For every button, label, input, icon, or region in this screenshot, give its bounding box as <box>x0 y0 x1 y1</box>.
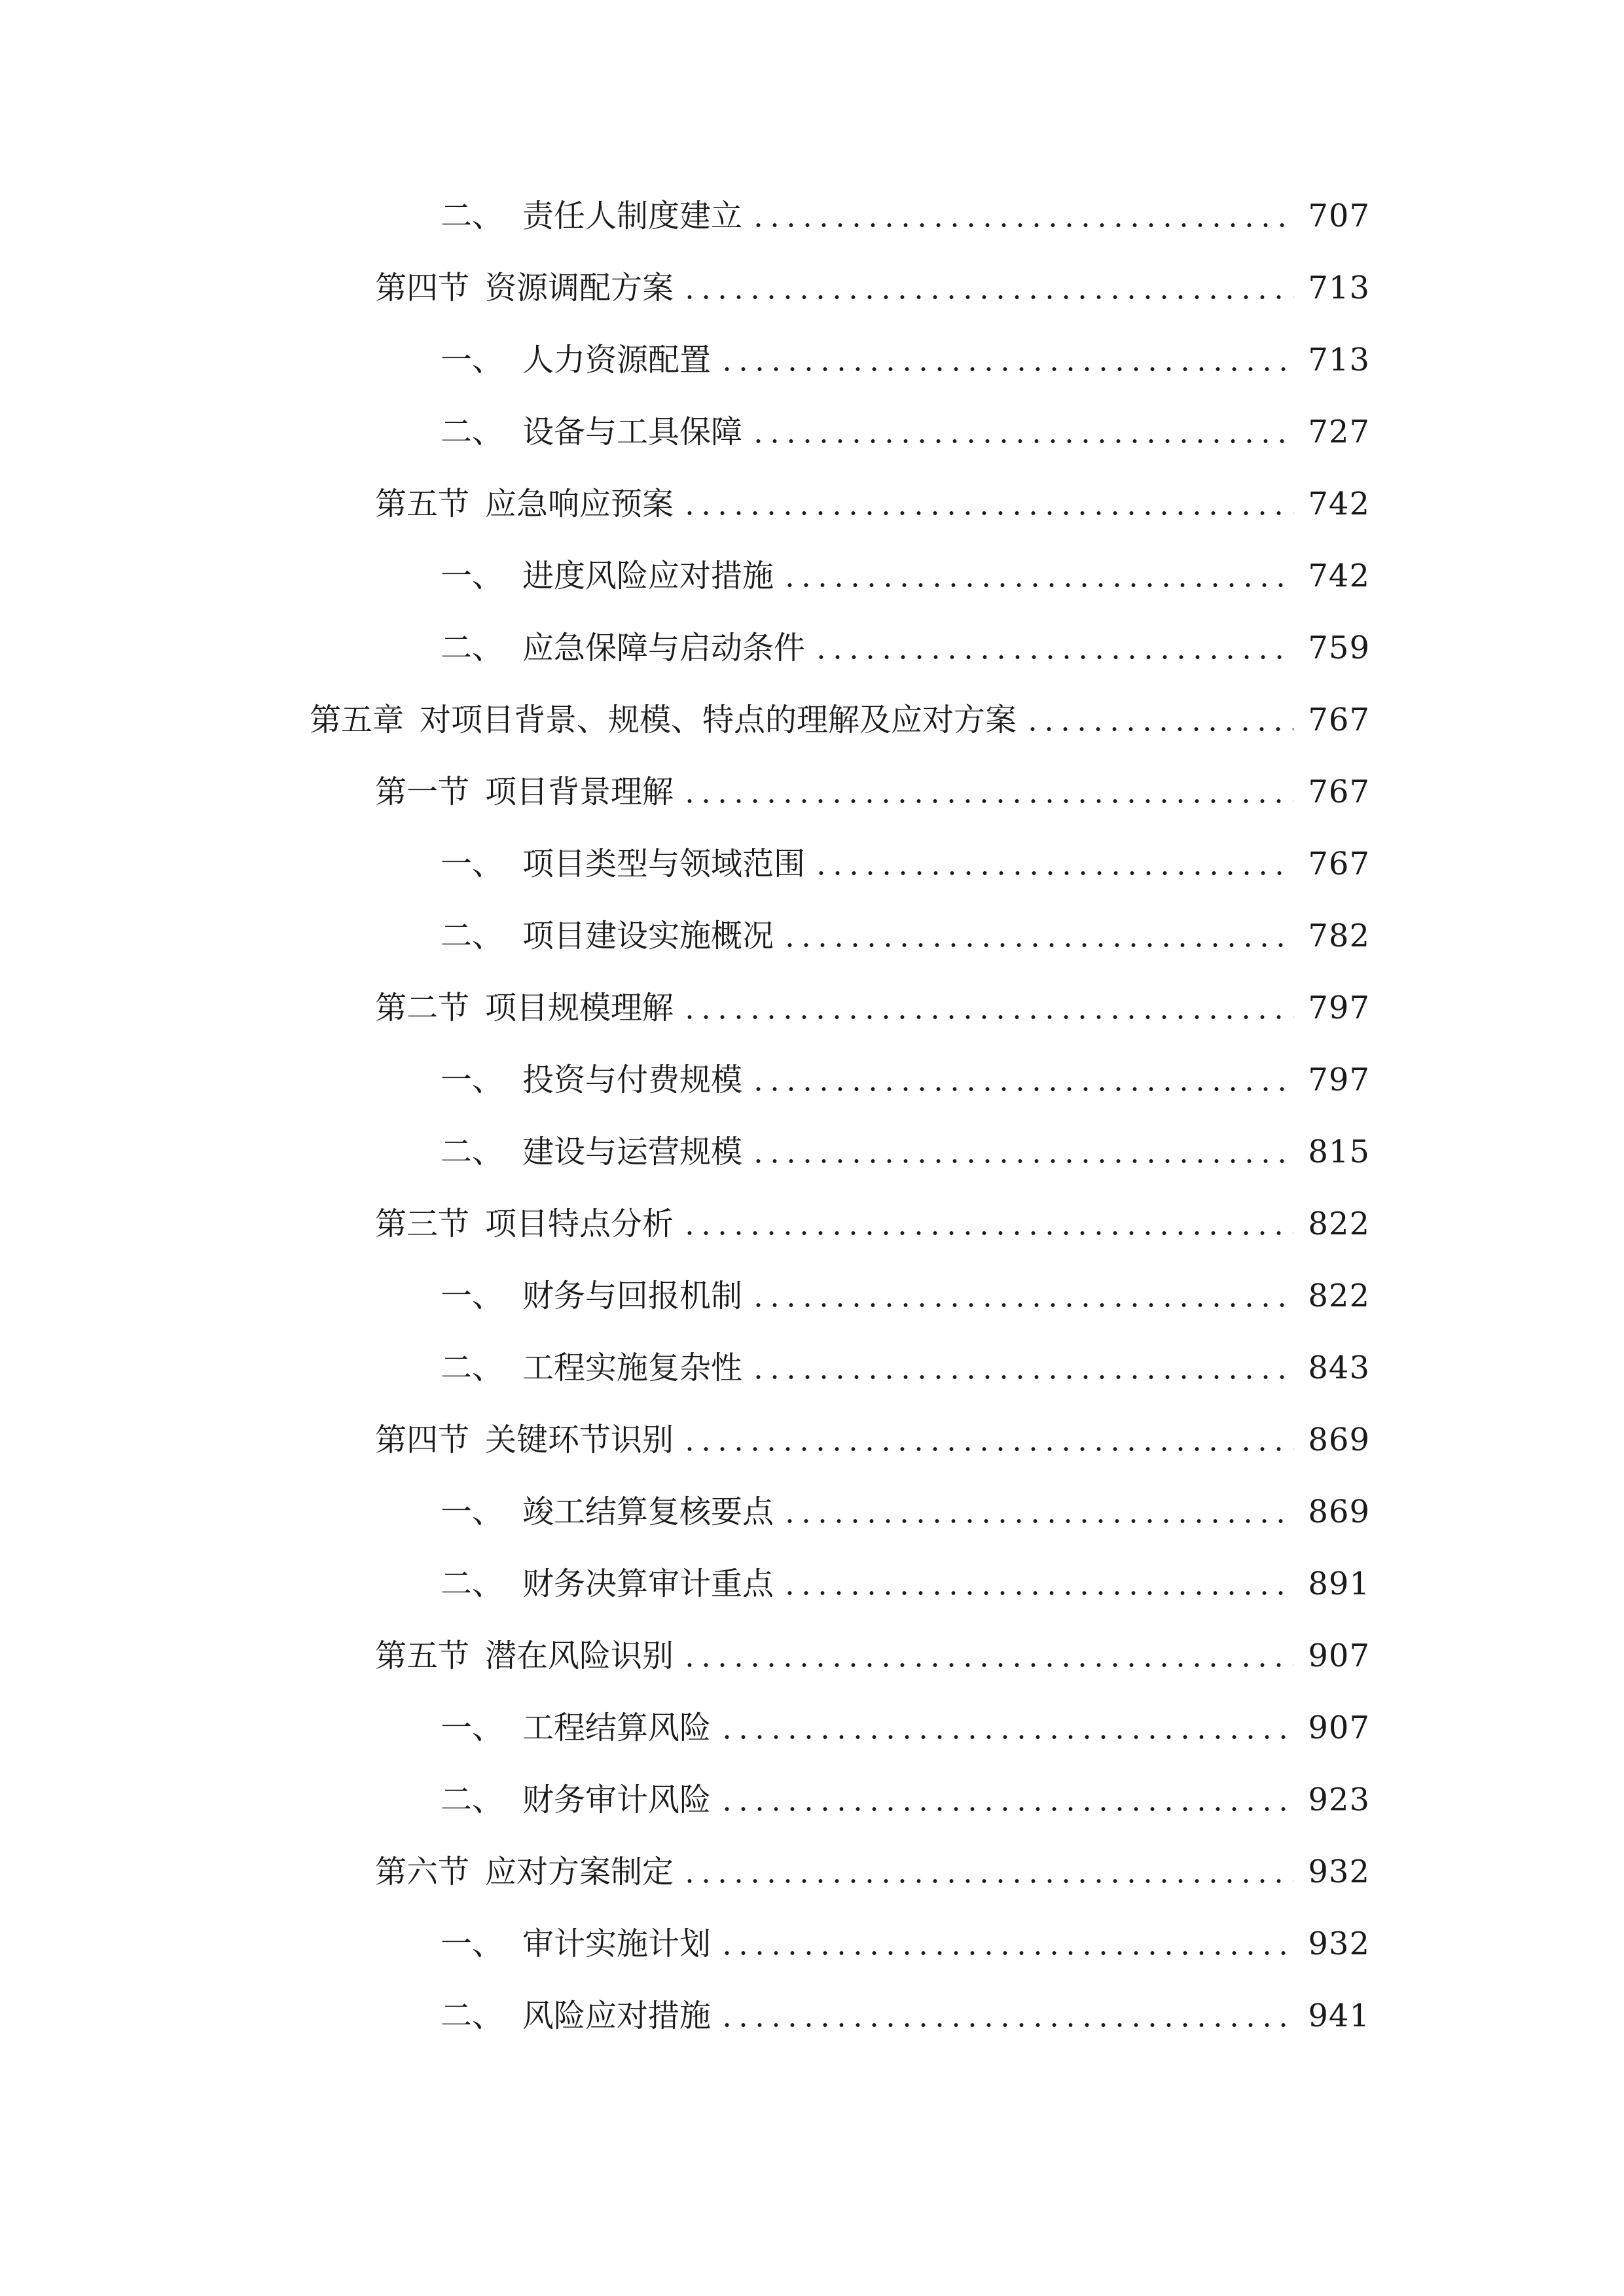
toc-entry[interactable] <box>310 694 1370 746</box>
dot-leader <box>681 295 1293 299</box>
toc-entry[interactable] <box>441 1342 1370 1394</box>
toc-entry-page-number: 767 <box>1308 846 1370 882</box>
toc-entry-title: 工程结算风险 <box>522 1710 712 1746</box>
toc-entry-page-number: 742 <box>1308 558 1370 594</box>
toc-entry-number: 二、 <box>441 1566 504 1602</box>
toc-entry-number: 二、 <box>441 1782 504 1818</box>
toc-entry-title: 项目特点分析 <box>485 1206 674 1242</box>
toc-entry[interactable] <box>441 550 1370 602</box>
toc-entry[interactable] <box>441 1270 1370 1322</box>
dot-leader <box>813 871 1293 875</box>
toc-entry[interactable] <box>441 1558 1370 1610</box>
toc-entry-title: 责任人制度建立 <box>522 198 743 234</box>
toc-entry-title: 应对方案制定 <box>485 1854 674 1890</box>
dot-leader <box>719 367 1293 371</box>
dot-leader <box>782 1591 1293 1595</box>
toc-entry-page-number: 713 <box>1308 270 1370 306</box>
toc-entry[interactable] <box>375 1630 1370 1682</box>
toc-entry-number: 二、 <box>441 1998 504 2034</box>
toc-entry-number: 一、 <box>441 342 504 378</box>
toc-entry[interactable] <box>441 838 1370 890</box>
toc-entry-page-number: 822 <box>1308 1206 1370 1242</box>
toc-entry[interactable] <box>441 1702 1370 1754</box>
dot-leader <box>681 799 1293 803</box>
toc-entry[interactable] <box>441 1918 1370 1970</box>
toc-entry[interactable] <box>441 1990 1370 2042</box>
toc-entry-number: 第四节 <box>375 1422 470 1458</box>
toc-entry-title: 关键环节识别 <box>485 1422 674 1458</box>
toc-entry-page-number: 932 <box>1308 1926 1370 1962</box>
toc-entry-number: 二、 <box>441 1350 504 1386</box>
toc-entry[interactable] <box>441 1774 1370 1826</box>
toc-entry[interactable] <box>441 1486 1370 1538</box>
toc-entry-number: 第三节 <box>375 1206 470 1242</box>
toc-entry-title: 财务决算审计重点 <box>522 1566 774 1602</box>
dot-leader <box>750 1375 1293 1379</box>
toc-entry-number: 二、 <box>441 1134 504 1170</box>
toc-entry-page-number: 713 <box>1308 342 1370 378</box>
toc-entry-number: 二、 <box>441 414 504 450</box>
toc-entry-title: 投资与付费规模 <box>522 1062 743 1098</box>
toc-entry-title: 资源调配方案 <box>485 270 674 306</box>
dot-leader <box>681 1231 1293 1235</box>
toc-entry-title: 应急保障与启动条件 <box>522 630 806 666</box>
toc-entry-page-number: 767 <box>1308 702 1370 738</box>
dot-leader <box>681 1879 1293 1883</box>
dot-leader <box>719 1807 1293 1811</box>
dot-leader <box>750 439 1293 443</box>
toc-entry-number: 第一节 <box>375 774 470 810</box>
dot-leader <box>750 223 1293 227</box>
toc-entry-number: 第六节 <box>375 1854 470 1890</box>
toc-entry[interactable] <box>375 262 1370 314</box>
dot-leader <box>681 1663 1293 1667</box>
toc-entry-title: 工程实施复杂性 <box>522 1350 743 1386</box>
toc-entry-page-number: 941 <box>1308 1998 1370 2034</box>
toc-entry[interactable] <box>441 406 1370 458</box>
toc-entry-title: 风险应对措施 <box>522 1998 712 2034</box>
toc-entry-page-number: 891 <box>1308 1566 1370 1602</box>
toc-entry-title: 建设与运营规模 <box>522 1134 743 1170</box>
dot-leader <box>1024 727 1293 731</box>
toc-entry[interactable] <box>375 1846 1370 1898</box>
dot-leader <box>681 1015 1293 1019</box>
dot-leader <box>782 1519 1293 1523</box>
toc-entry[interactable] <box>375 1414 1370 1466</box>
toc-entry-title: 审计实施计划 <box>522 1926 712 1962</box>
toc-entry-page-number: 932 <box>1308 1854 1370 1890</box>
dot-leader <box>750 1159 1293 1163</box>
toc-entry-page-number: 767 <box>1308 774 1370 810</box>
toc-entry-number: 第五章 <box>310 702 405 738</box>
toc-entry[interactable] <box>375 478 1370 530</box>
toc-entry-page-number: 782 <box>1308 918 1370 954</box>
dot-leader <box>782 943 1293 947</box>
toc-entry-number: 一、 <box>441 1710 504 1746</box>
toc-entry[interactable] <box>375 766 1370 818</box>
toc-entry[interactable] <box>441 622 1370 674</box>
toc-entry-number: 第四节 <box>375 270 470 306</box>
toc-entry-title: 潜在风险识别 <box>485 1638 674 1674</box>
dot-leader <box>681 511 1293 515</box>
toc-entry-number: 第二节 <box>375 990 470 1026</box>
toc-entry-page-number: 742 <box>1308 486 1370 522</box>
dot-leader <box>782 583 1293 587</box>
toc-entry-page-number: 907 <box>1308 1710 1370 1746</box>
toc-entry-number: 一、 <box>441 846 504 882</box>
dot-leader <box>719 1735 1293 1739</box>
toc-entry-page-number: 759 <box>1308 630 1370 666</box>
toc-entry-number: 一、 <box>441 1062 504 1098</box>
toc-entry-title: 进度风险应对措施 <box>522 558 774 594</box>
toc-entry-page-number: 923 <box>1308 1782 1370 1818</box>
toc-entry-title: 项目背景理解 <box>485 774 674 810</box>
dot-leader <box>719 1951 1293 1955</box>
dot-leader <box>750 1087 1293 1091</box>
toc-entry-page-number: 907 <box>1308 1638 1370 1674</box>
toc-entry-number: 一、 <box>441 1494 504 1530</box>
toc-entry-page-number: 869 <box>1308 1494 1370 1530</box>
toc-entry-number: 第五节 <box>375 1638 470 1674</box>
toc-entry-title: 财务审计风险 <box>522 1782 712 1818</box>
toc-entry[interactable] <box>375 982 1370 1034</box>
toc-entry-page-number: 815 <box>1308 1134 1370 1170</box>
dot-leader <box>750 1303 1293 1307</box>
toc-entry[interactable] <box>441 334 1370 386</box>
toc-entry-page-number: 869 <box>1308 1422 1370 1458</box>
toc-entry-number: 一、 <box>441 1926 504 1962</box>
toc-entry-title: 项目类型与领域范围 <box>522 846 806 882</box>
toc-entry-number: 一、 <box>441 1278 504 1314</box>
dot-leader <box>813 655 1293 659</box>
toc-entry-number: 二、 <box>441 630 504 666</box>
toc-entry-page-number: 822 <box>1308 1278 1370 1314</box>
toc-entry-number: 二、 <box>441 918 504 954</box>
toc-entry-title: 人力资源配置 <box>522 342 712 378</box>
toc-entry[interactable] <box>441 190 1370 242</box>
toc-entry-page-number: 707 <box>1308 198 1370 234</box>
toc-entry-title: 设备与工具保障 <box>522 414 743 450</box>
toc-entry-page-number: 843 <box>1308 1350 1370 1386</box>
toc-entry-number: 一、 <box>441 558 504 594</box>
toc-entry-number: 第五节 <box>375 486 470 522</box>
toc-entry[interactable] <box>375 1198 1370 1250</box>
toc-entry-title: 应急响应预案 <box>485 486 674 522</box>
dot-leader <box>719 2023 1293 2027</box>
toc-entry-title: 项目规模理解 <box>485 990 674 1026</box>
toc-entry-title: 财务与回报机制 <box>522 1278 743 1314</box>
toc-entry-page-number: 797 <box>1308 990 1370 1026</box>
toc-entry[interactable] <box>441 1126 1370 1178</box>
toc-entry-title: 竣工结算复核要点 <box>522 1494 774 1530</box>
toc-entry[interactable] <box>441 910 1370 962</box>
toc-entry-title: 项目建设实施概况 <box>522 918 774 954</box>
toc-entry-page-number: 797 <box>1308 1062 1370 1098</box>
toc-entry-page-number: 727 <box>1308 414 1370 450</box>
toc-entry-title: 对项目背景、规模、特点的理解及应对方案 <box>420 702 1017 738</box>
toc-entry-number: 二、 <box>441 198 504 234</box>
toc-entry[interactable] <box>441 1054 1370 1106</box>
dot-leader <box>681 1447 1293 1451</box>
